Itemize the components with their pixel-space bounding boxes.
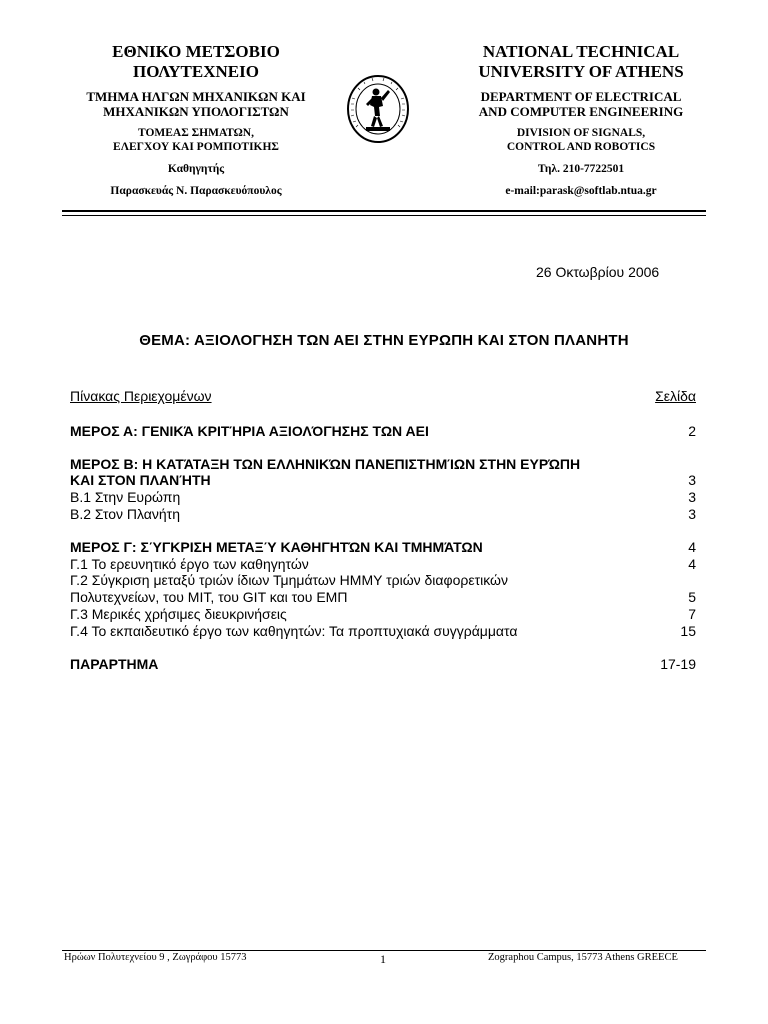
footer-address-english: Zographou Campus, 15773 Athens GREECE [488,952,678,963]
document-subject: ΘΕΜΑ: ΑΞΙΟΛΟΓΗΣΗ ΤΩΝ ΑΕΙ ΣΤΗΝ ΕΥΡΩΠΗ ΚΑΙ ΣΤΟΝ ΠΛΑΝΗΤΗ [139,332,629,349]
toc-entry-title: ΜΕΡΟΣ Β: Η ΚΑΤΆΤΑΞΗ ΤΩΝ ΕΛΛΗΝΙΚΏΝ ΠΑΝΕΠΙΣΤΗΜΊΩΝ ΣΤΗΝ ΕΥΡΏΠΗ [70,455,581,472]
toc-entry-title: ΜΕΡΟΣ Α: ΓΕΝΙΚΆ ΚΡΙΤΉΡΙΑ ΑΞΙΟΛΌΓΗΣΗΣ ΤΩΝ ΑΕΙ [70,422,429,439]
toc-entry-title: ΚΑΙ ΣΤΟΝ ΠΛΑΝΉΤΗ [70,472,211,489]
toc-subentry-page: 3 [688,489,696,506]
toc-subentry-page: 3 [688,505,696,522]
dept-line: ΜΗΧΑΝΙΚΩΝ ΥΠΟΛΟΓΙΣΤΩΝ [103,104,289,119]
professor-role: Καθηγητής [167,163,225,175]
division-english [450,127,712,154]
phone-number: Τηλ. 210-7722501 [537,163,625,175]
toc-heading-row [70,388,696,405]
toc-subentry [70,489,696,506]
toc-subentry-page: 7 [688,605,696,622]
toc-entry-page: 3 [688,472,696,489]
header-right-block [450,42,712,198]
division-line: ΕΛΕΓΧΟΥ ΚΑΙ ΡΟΜΠΟΤΙΚΗΣ [113,140,279,153]
email-address: e-mail:parask@softlab.ntua.gr [505,185,657,197]
title-line: NATIONAL TECHNICAL [482,42,680,61]
footer-address-greek: Ηρώων Πολυτεχνείου 9 , Ζωγράφου 15773 [64,952,247,963]
title-line: UNIVERSITY OF ATHENS [478,62,684,81]
header-divider-thick [62,210,706,212]
toc-heading: Πίνακας Περιεχομένων [70,388,212,404]
header-divider-thin [62,215,706,216]
toc-subentry-title: Γ.3 Μερικές χρήσιμες διευκρινήσεις [70,605,287,622]
footer-divider [62,950,706,951]
dept-line: AND COMPUTER ENGINEERING [478,104,684,119]
professor-name: Παρασκευάς Ν. Παρασκευόπουλος [110,185,282,197]
dept-line: ΤΜΗΜΑ ΗΛΓΩΝ ΜΗΧΑΝΙΚΩΝ ΚΑΙ [86,89,306,104]
table-of-contents [70,388,696,672]
toc-entry-part-a [70,423,696,440]
department-english [450,89,712,119]
toc-subentry-title: Β.2 Στον Πλανήτη [70,505,180,522]
toc-entry-title-row [70,539,696,556]
title-line: ΠΟΛΥΤΕΧΝΕΙΟ [133,62,259,81]
toc-subentry [70,606,696,623]
toc-subentry [70,556,696,573]
toc-subentry-title: Γ.1 Το ερευνητικό έργο των καθηγητών [70,555,309,572]
university-name-greek [62,42,330,82]
page-number: 1 [380,952,386,966]
division-line: ΤΟΜΕΑΣ ΣΗΜΑΤΩΝ, [138,127,254,139]
toc-entry-appendix [70,656,696,673]
division-line: CONTROL AND ROBOTICS [506,140,656,153]
toc-subentry-page: 15 [680,622,696,639]
toc-entry-part-c [70,539,696,640]
toc-subentry [70,506,696,523]
toc-subentry [70,589,696,606]
letter-date: 26 Οκτωβρίου 2006 [536,264,660,280]
toc-subentry-title: Β.1 Στην Ευρώπη [70,489,181,506]
university-name-english [450,42,712,82]
toc-subentry-title: Γ.4 Το εκπαιδευτικό έργο των καθηγητών: Τα προπτυχιακά συγγράμματα [70,622,518,639]
toc-subentry [70,623,696,640]
toc-entry-page: 17-19 [660,655,696,672]
toc-entry-part-b [70,456,696,523]
toc-page-heading: Σελίδα [655,388,696,404]
toc-entry-page: 2 [688,422,696,439]
division-greek [62,127,330,154]
toc-subentry-page: 4 [688,555,696,572]
university-seal-icon [346,74,410,144]
dept-line: DEPARTMENT OF ELECTRICAL [480,89,682,104]
toc-entry-title-row [70,472,696,489]
toc-entry-title: ΜΕΡΟΣ Γ: ΣΎΓΚΡΙΣΗ ΜΕΤΑΞΎ ΚΑΘΗΓΗΤΏΝ ΚΑΙ ΤΜΗΜΆΤΩΝ [70,538,483,555]
toc-subentry-title: Γ.2 Σύγκριση μεταξύ τριών ίδιων Τμημάτων ΗΜΜΥ τριών διαφορετικών [70,572,508,589]
toc-subentry-title: Πολυτεχνείων, του MIT, του GIT και του ΕΜΠ [70,589,348,606]
toc-entry-page: 4 [688,538,696,555]
toc-entry-title: ΠΑΡΑΡΤΗΜΑ [70,655,159,672]
department-greek [62,89,330,119]
title-line: ΕΘΝΙΚΟ ΜΕΤΣΟΒΙΟ [112,42,280,61]
header-left-block [62,42,330,198]
toc-subentry-page: 5 [688,589,696,606]
division-line: DIVISION OF SIGNALS, [516,127,646,139]
